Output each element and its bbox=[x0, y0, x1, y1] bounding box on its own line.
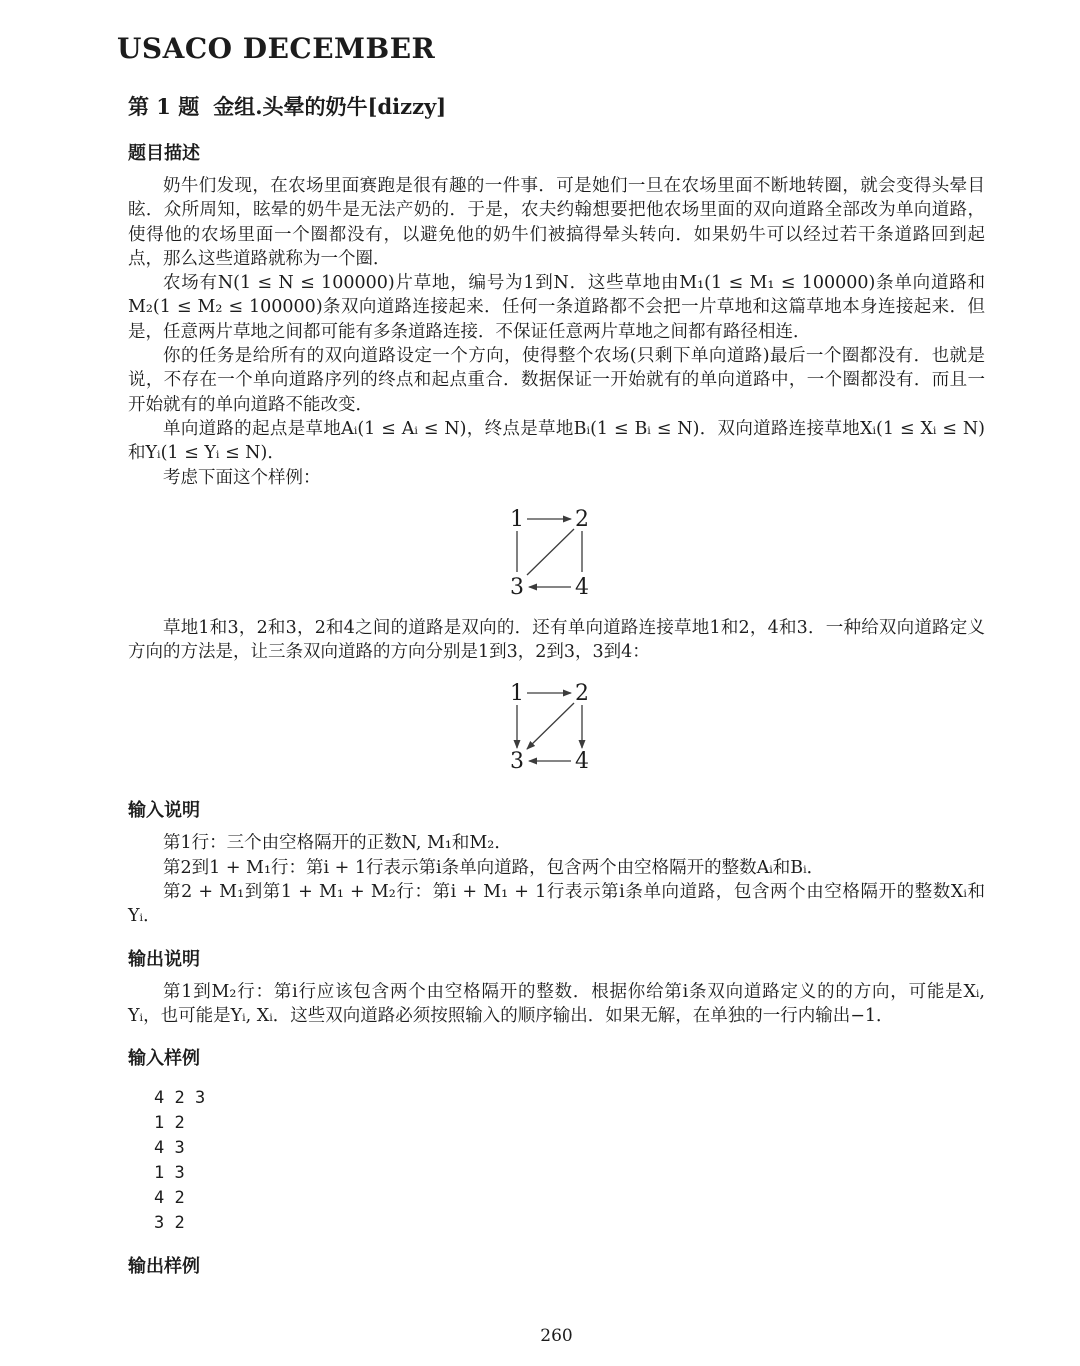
input-sample-line: 1 2 bbox=[154, 1113, 185, 1134]
document-content bbox=[128, 91, 985, 1346]
description-paragraph-5: 考虑下面这个样例： bbox=[163, 467, 321, 488]
graph-figure-before bbox=[128, 498, 985, 606]
description-paragraph-4: 单向道路的起点是草地Aᵢ(1 ≤ Aᵢ ≤ N)，终点是草地Bᵢ(1 ≤ Bᵢ ≤ N)．双向道路连接草地Xᵢ(1 ≤ Xᵢ ≤ N)和Yᵢ(1 ≤ Yᵢ ≤ N)． bbox=[128, 418, 985, 464]
graph-node-label-4: 4 bbox=[574, 749, 589, 775]
problem-title bbox=[128, 91, 985, 121]
graph-node-label-2: 2 bbox=[574, 506, 589, 532]
description-paragraph-6: 草地1和3，2和3，2和4之间的道路是双向的．还有单向道路连接草地1和2，4和3．一种给双向道路定义方向的方法是，让三条双向道路的方向分别是1到3，2到3，3到4： bbox=[128, 617, 985, 663]
graph-node-label-3: 3 bbox=[509, 749, 524, 775]
description-paragraph-1: 奶牛们发现，在农场里面赛跑是很有趣的一件事．可是她们一旦在农场里面不断地转圈，就会变得头晕目眩．众所周知，眩晕的奶牛是无法产奶的．于是，农夫约翰想要把他农场里面的双向道路全部改为单向道路，使得他的农场里面一个圈都没有，以避免他的奶牛们被搞得晕头转向．如果奶牛可以经过若干条道路回到起点，那么这些道路就称为一个圈． bbox=[128, 176, 985, 269]
input-sample-block bbox=[154, 1086, 985, 1236]
graph-node-label-3: 3 bbox=[509, 574, 524, 600]
page-number: 260 bbox=[540, 1326, 573, 1347]
graph-node-label-1: 1 bbox=[509, 681, 524, 707]
graph-node-label-2: 2 bbox=[574, 681, 589, 707]
edge-2-3-line bbox=[527, 529, 574, 575]
page-title: USACO DECEMBER bbox=[117, 32, 436, 65]
graph-figure-after bbox=[128, 672, 985, 780]
edge-2-to-3-arrow bbox=[527, 703, 574, 749]
input-spec-line-1: 第1行：三个由空格隔开的正数N, M₁和M₂． bbox=[163, 833, 512, 854]
input-spec-line-3: 第2 + M₁到第1 + M₁ + M₂行：第i + M₁ + 1行表示第i条单向道路，包含两个由空格隔开的整数Xᵢ和Yᵢ． bbox=[128, 882, 985, 927]
section-heading-description: 题目描述 bbox=[128, 143, 200, 164]
input-sample-line: 1 3 bbox=[154, 1163, 185, 1184]
output-spec-paragraph: 第1到M₂行：第i行应该包含两个由空格隔开的整数．根据你给第i条双向道路定义的的方向，可能是Xᵢ, Yᵢ，也可能是Yᵢ, Xᵢ．这些双向道路必须按照输入的顺序输出．如果无解，在单独的一行内输出−1． bbox=[128, 981, 985, 1026]
graph-after-svg bbox=[487, 672, 627, 776]
input-sample-line: 3 2 bbox=[154, 1213, 185, 1234]
graph-before-svg bbox=[487, 498, 627, 602]
description-paragraph-3: 你的任务是给所有的双向道路设定一个方向，使得整个农场(只剩下单向道路)最后一个圈都没有．也就是说，不存在一个单向道路序列的终点和起点重合．数据保证一开始就有的单向道路中，一个圈都没有．而且一开始就有的单向道路不能改变． bbox=[128, 346, 985, 415]
description-paragraph-2: 农场有N(1 ≤ N ≤ 100000)片草地，编号为1到N．这些草地由M₁(1 ≤ M₁ ≤ 100000)条单向道路和M₂(1 ≤ M₂ ≤ 100000)条双向道路连接起来．任何一条道路都不会把一片草地和这篇草地本身连接起来．但是，任意两片草地之间都可能有多条道路连接．不保证任意两片草地之间都有路径相连． bbox=[128, 273, 985, 342]
input-sample-line: 4 3 bbox=[154, 1138, 185, 1159]
problem-name: 金组.头晕的奶牛[dizzy] bbox=[213, 94, 447, 119]
section-heading-input: 输入说明 bbox=[128, 800, 200, 822]
problem-number: 第 1 题 bbox=[128, 94, 200, 119]
section-heading-output-sample: 输出样例 bbox=[128, 1256, 200, 1278]
input-sample-line: 4 2 bbox=[154, 1188, 185, 1209]
input-sample-line: 4 2 3 bbox=[154, 1088, 206, 1109]
page-footer bbox=[128, 1326, 985, 1346]
graph-node-label-1: 1 bbox=[509, 506, 524, 532]
section-heading-output: 输出说明 bbox=[128, 948, 200, 970]
graph-node-label-4: 4 bbox=[574, 574, 589, 600]
section-heading-input-sample: 输入样例 bbox=[128, 1048, 200, 1070]
input-spec-line-2: 第2到1 + M₁行：第i + 1行表示第i条单向道路，包含两个由空格隔开的整数Aᵢ和Bᵢ． bbox=[163, 857, 825, 878]
